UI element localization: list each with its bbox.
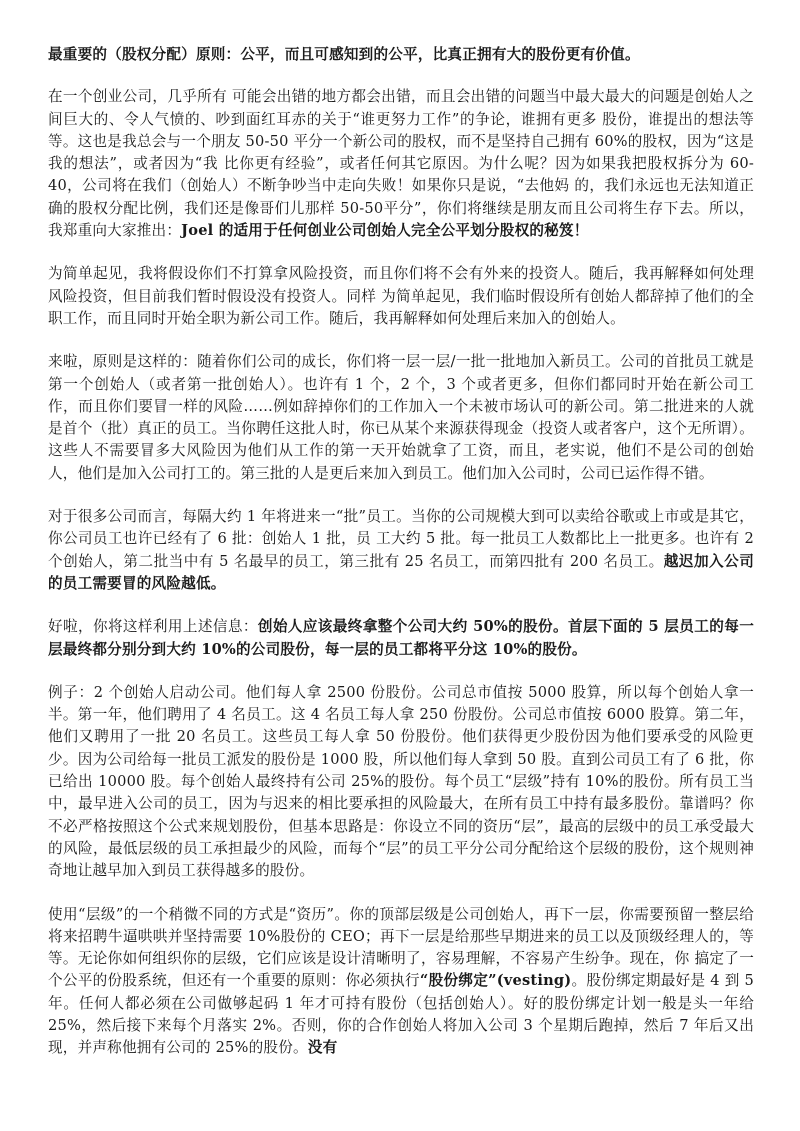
paragraph-1	[48, 86, 754, 242]
document-title: 最重要的（股权分配）原则：公平，而且可感知到的公平，比真正拥有大的股份更有价值。	[48, 46, 640, 63]
paragraph-7	[48, 904, 754, 1060]
paragraph-5	[48, 616, 754, 661]
paragraph-2: 为简单起见，我将假设你们不打算拿风险投资，而且你们将不会有外来的投资人。随后，我再解释如何处理风险投资，但目前我们暂时假设没有投资人。同样 为简单起见，我们临时假设所有创始人都辞掉了他们的全职工作，而且同时开始全职为新公司工作。随后，我再解释如何处理后来加入的创始人。	[48, 265, 754, 327]
paragraph-4-text: 对于很多公司而言，每隔大约 1 年将进来一“批”员工。当你的公司规模大到可以卖给谷歌或上市或是其它，你公司员工也许已经有了 6 批：创始人 1 批，员 工大约 5 批。每一批员工人数都比上一批更多。也许有 2 个创始人，第二批当中有 5 名最早的员工，第三批有 25 名员工，而第四批有 200 名员工。	[48, 508, 754, 570]
paragraph-5-text: 好啦，你将这样利用上述信息：	[48, 618, 258, 636]
paragraph-1-text: 在一个创业公司，几乎所有 可能会出错的地方都会出错，而且会出错的问题当中最大最大的问题是创始人之间巨大的、令人气愤的、吵到面红耳赤的关于“谁更努力工作”的争论，谁拥有更多 股份，谁提出的想法等等。这也是我总会与一个朋友 50-50 平分一个新公司的股权，而不是坚持自己拥有 60%的股权，因为“这是我的想法”，或者因为“我 比你更有经验”，或者任何其它原因。为什么呢？因为如果我把股权拆分为 60-40，公司将在我们（创始人）不断争吵当中走向失败！如果你只是说，“去他妈 的，我们永远也无法知道正确的股权分配比例，我们还是像哥们儿那样 50-50平分”，你们将继续是朋友而且公司将生存下去。所以，我郑重向大家推出：	[48, 88, 754, 240]
paragraph-5-bold: 创始人应该最终拿整个公司大约 50%的股份。首层下面的 5 层员工的每一层最终都分别分到大约 10%的公司股份，每一层的员工都将平分这 10%的股份。	[48, 618, 754, 658]
paragraph-1-bold: Joel 的适用于任何创业公司创始人完全公平划分股权的秘笈！	[181, 222, 589, 240]
document-page	[48, 44, 754, 1081]
paragraph-7-text-2: 。股份绑定期最好是 4 到 5 年。任何人都必须在公司做够起码 1 年才可持有股份（包括创始人）。好的股份绑定计划一般是头一年给 25%，然后接下来每个月落实 2%。否则，你的合作创始人将加入公司 3 个星期后跑掉，然后 7 年后又出现，并声称他拥有公司的 25%的股份。	[48, 972, 754, 1057]
paragraph-7-bold-2: 没有	[307, 1039, 338, 1057]
paragraph-4-bold: 越迟加入公司的员工需要冒的风险越低。	[48, 552, 754, 592]
paragraph-7-bold: “股份绑定”(vesting)	[419, 972, 572, 990]
paragraph-7-text: 使用“层级”的一个稍微不同的方式是“资历”。你的顶部层级是公司创始人，再下一层，你需要预留一整层给将来招聘牛逼哄哄并坚持需要 10%股份的 CEO；再下一层是给那些早期进来的员工以及顶级经理人的，等等。无论你如何组织你的层级，它们应该是设计清晰明了，容易理解，不容易产生纷争。现在，你 搞定了一个公平的份股系统，但还有一个重要的原则：你必须执行	[48, 905, 754, 990]
paragraph-6: 例子：2 个创始人启动公司。他们每人拿 2500 份股份。公司总市值按 5000 股算，所以每个创始人拿一半。第一年，他们聘用了 4 名员工。这 4 名员工每人拿 250 份股份。公司总市值按 6000 股算。第二年，他们又聘用了一批 20 名员工。这些员工每人拿 50 份股份。他们获得更少股份因为他们要承受的风险更少。因为公司给每一批员工派发的股份是 1000 股，所以他们每人拿到 50 股。直到公司员工有了 6 批，你已给出 10000 股。每个创始人最终持有公司 25%的股份。每个员工“层级”持有 10%的股份。所有员工当中，最早进入公司的员工，因为与迟来的相比要承担的风险最大，在所有员工中持有最多股份。靠谱吗？你不必严格按照这个公式来规划股份，但基本思路是：你设立不同的资历“层”，最高的层级中的员工承受最大的风险，最低层级的员工承担最少的风险，而每个“层”的员工平分公司分配给这个层级的股份，这个规则神奇地让越早加入到员工获得越多的股份。	[48, 683, 754, 880]
paragraph-4	[48, 506, 754, 595]
paragraph-3: 来啦，原则是这样的：随着你们公司的成长，你们将一层一层/一批一批地加入新员工。公司的首批员工就是第一个创始人（或者第一批创始人）。也许有 1 个，2 个，3 个或者更多，但你们都同时开始在新公司工作，而且你们要冒一样的风险……例如辞掉你们的工作加入一个未被市场认可的新公司。第二批进来的人就是首个（批）真正的员工。当你聘任这批人时，你已从某个来源获得现金（投资人或者客户，这个无所谓）。这些人不需要冒多大风险因为他们从工作的第一天开始就拿了工资，而且，老实说，他们不是公司的创始人，他们是加入公司打工的。第三批的人是更后来加入到员工。他们加入公司时，公司已运作得不错。	[48, 353, 754, 482]
